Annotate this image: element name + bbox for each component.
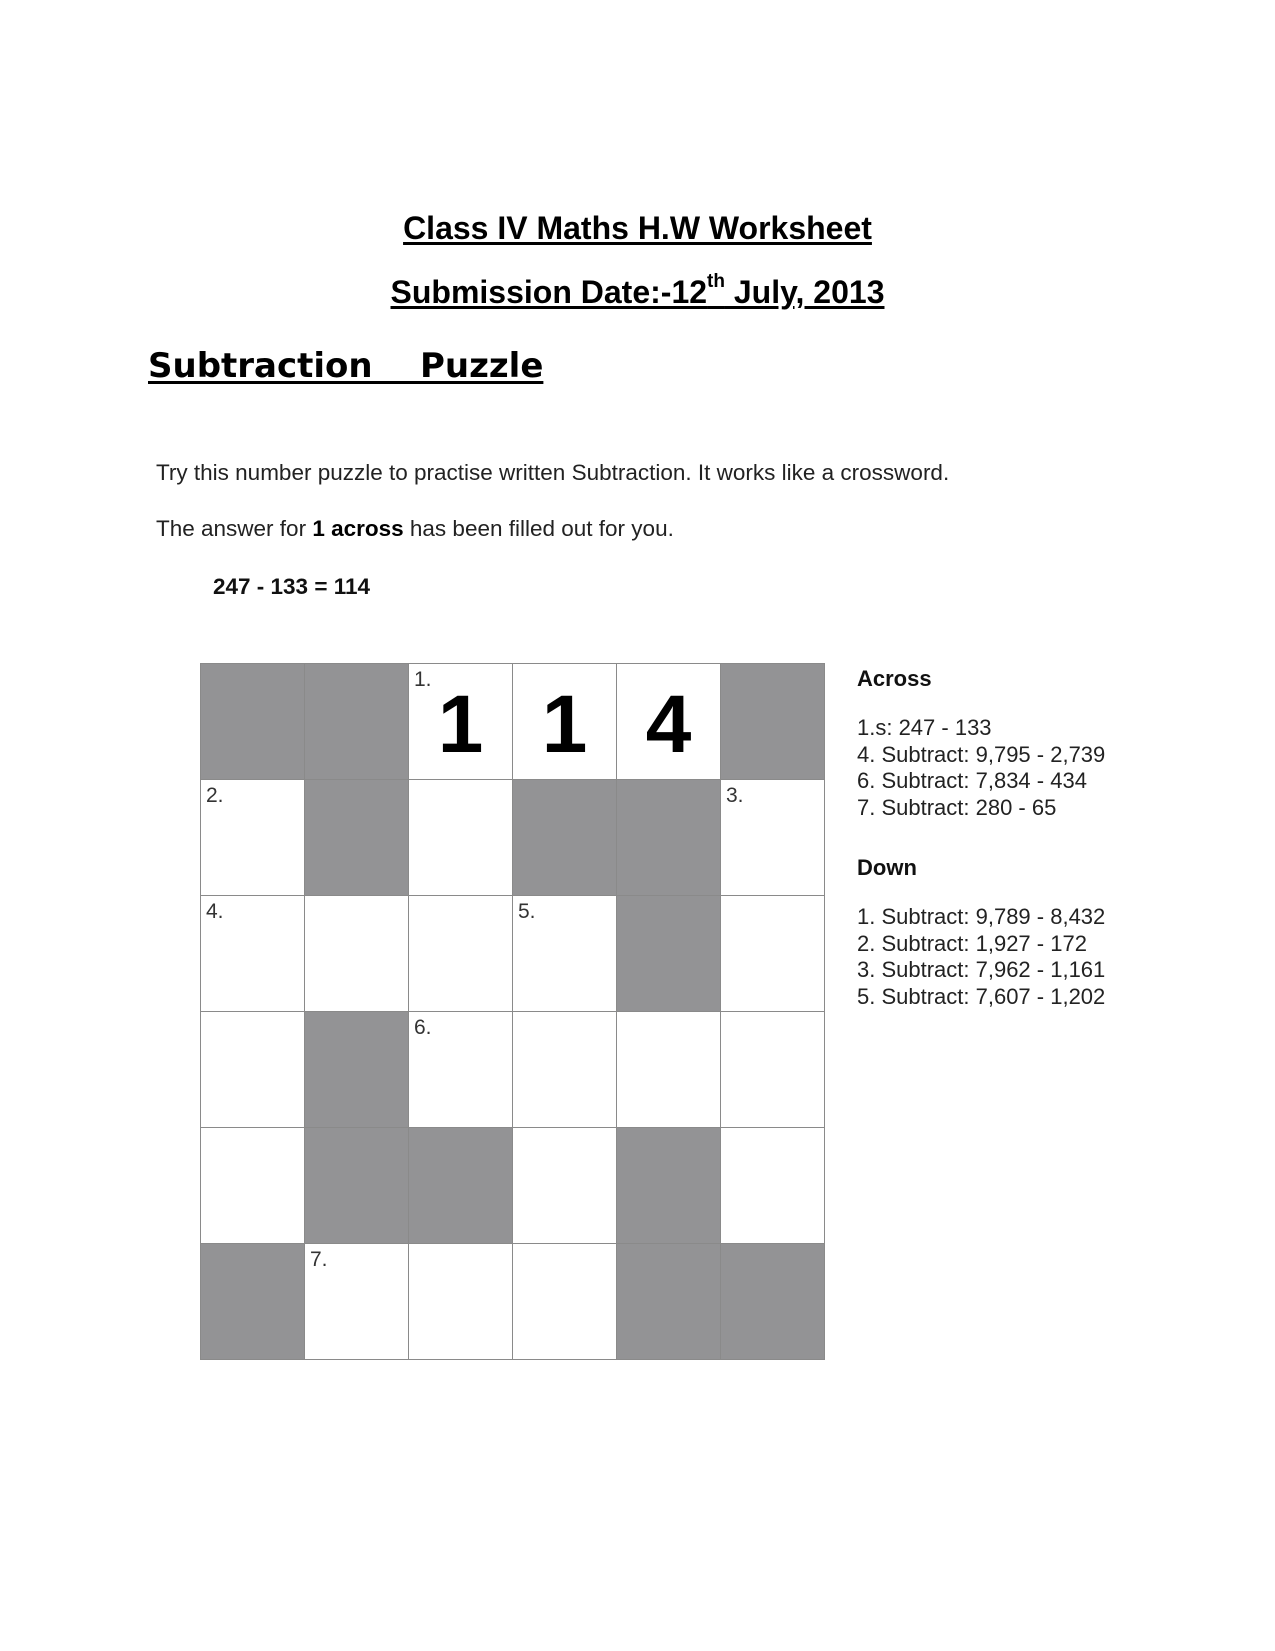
across-clue: 4. Subtract: 9,795 - 2,739 [857, 741, 1106, 767]
clue-number: 2. [206, 784, 224, 807]
shaded-cell [617, 1128, 721, 1244]
example-equation: 247 - 133 = 114 [213, 574, 371, 599]
answer-cell[interactable] [201, 780, 305, 896]
shaded-cell [513, 780, 617, 896]
shaded-cell [305, 664, 409, 780]
across-clue-list [857, 715, 1105, 821]
down-clue: 5. Subtract: 7,607 - 1,202 [857, 983, 1106, 1009]
across-clue: 1.s: 247 - 133 [857, 715, 992, 740]
shaded-cell [721, 1244, 825, 1360]
instruction-line-2-bold: 1 across [312, 516, 404, 541]
down-clue: 2. Subtract: 1,927 - 172 [857, 930, 1087, 956]
crossword-grid [200, 663, 825, 1360]
worksheet-title: Class IV Maths H.W Worksheet [403, 210, 872, 246]
shaded-cell [201, 1244, 305, 1360]
shaded-cell [617, 1244, 721, 1360]
answer-cell[interactable] [721, 780, 825, 896]
answer-cell[interactable] [721, 896, 825, 1012]
clue-number: 5. [518, 900, 536, 923]
shaded-cell [305, 1128, 409, 1244]
clue-number: 6. [414, 1016, 432, 1039]
answer-cell[interactable] [201, 896, 305, 1012]
submission-date [0, 271, 1275, 311]
down-clues [857, 855, 1105, 1010]
filled-digit: 4 [645, 679, 692, 770]
answer-cell[interactable] [513, 896, 617, 1012]
shaded-cell [409, 1128, 513, 1244]
instruction-line-2 [156, 516, 674, 542]
across-heading: Across [857, 666, 932, 691]
clue-number: 1. [414, 668, 432, 691]
answer-cell[interactable] [409, 1244, 513, 1360]
answer-cell[interactable] [513, 1128, 617, 1244]
down-clue-list [857, 904, 1105, 1010]
shaded-cell [305, 780, 409, 896]
answer-cell[interactable] [201, 1012, 305, 1128]
shaded-cell [617, 896, 721, 1012]
filled-digit: 1 [437, 679, 484, 770]
section-heading: Subtraction Puzzle [148, 346, 544, 386]
answer-cell[interactable] [305, 896, 409, 1012]
filled-digit: 1 [541, 679, 588, 770]
across-clues [857, 666, 1105, 821]
instruction-line-2-start: The answer for [156, 516, 313, 541]
instruction-line-2-end: has been filled out for you. [403, 516, 674, 541]
clue-number: 7. [310, 1248, 328, 1271]
answer-cell[interactable] [201, 1128, 305, 1244]
down-heading: Down [857, 855, 917, 880]
answer-cell[interactable] [513, 664, 617, 780]
answer-cell[interactable] [409, 896, 513, 1012]
shaded-cell [617, 780, 721, 896]
submission-date-suffix: July, 2013 [724, 274, 885, 310]
answer-cell[interactable] [617, 664, 721, 780]
answer-cell[interactable] [409, 780, 513, 896]
shaded-cell [201, 664, 305, 780]
across-clue: 6. Subtract: 7,834 - 434 [857, 768, 1087, 793]
answer-cell[interactable] [409, 664, 513, 780]
answer-cell[interactable] [513, 1012, 617, 1128]
shaded-cell [721, 664, 825, 780]
instruction-line-1: Try this number puzzle to practise written Subtraction. It works like a crossword. [156, 460, 950, 485]
down-clue: 1. Subtract: 9,789 - 8,432 [857, 904, 1106, 929]
clue-number: 4. [206, 900, 224, 923]
shaded-cell [305, 1012, 409, 1128]
answer-cell[interactable] [721, 1128, 825, 1244]
answer-cell[interactable] [721, 1012, 825, 1128]
answer-cell[interactable] [305, 1244, 409, 1360]
answer-cell[interactable] [409, 1012, 513, 1128]
down-clue: 3. Subtract: 7,962 - 1,161 [857, 957, 1106, 982]
answer-cell[interactable] [513, 1244, 617, 1360]
answer-cell[interactable] [617, 1012, 721, 1128]
across-clue: 7. Subtract: 280 - 65 [857, 794, 1057, 820]
submission-date-superscript: th [707, 271, 725, 292]
submission-date-prefix: Submission Date:-12 [390, 274, 708, 310]
clue-number: 3. [726, 784, 744, 807]
